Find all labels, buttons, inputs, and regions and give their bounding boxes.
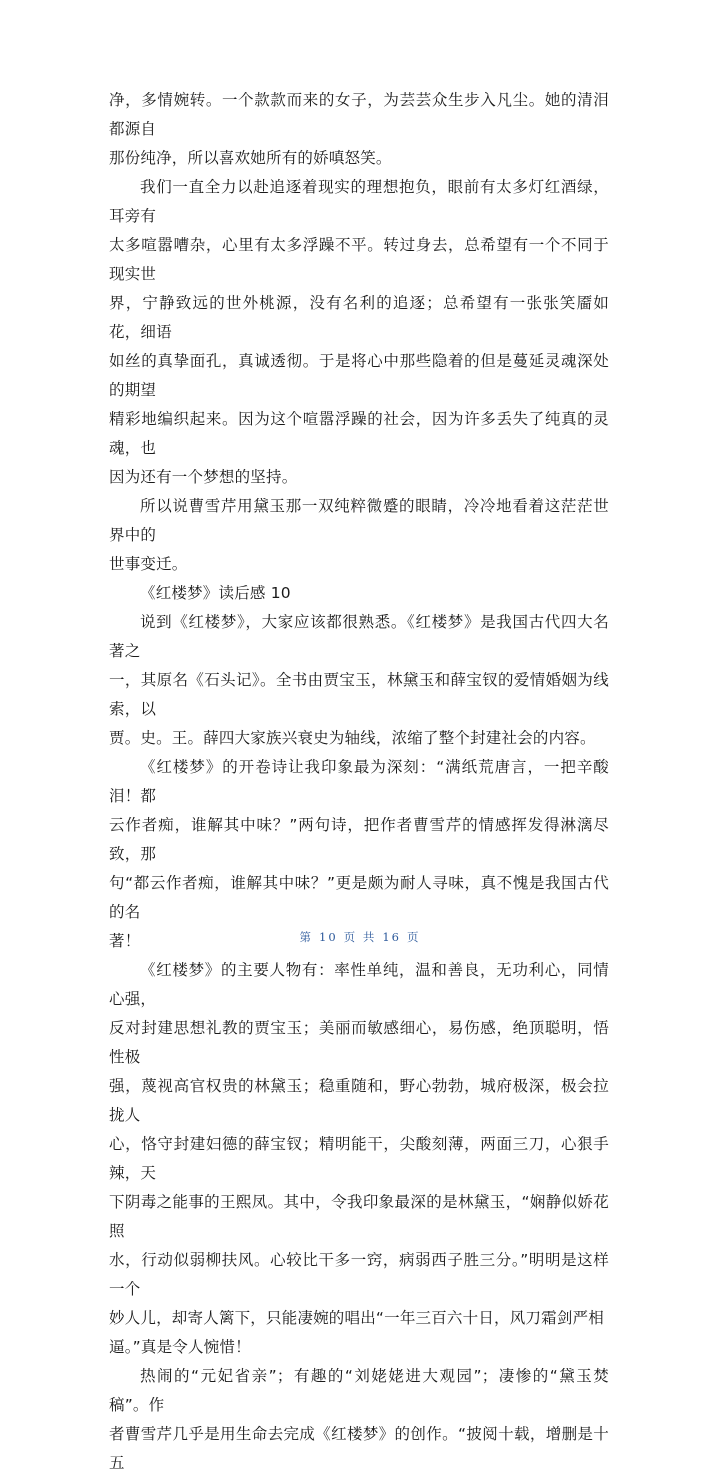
page-footer: [0, 929, 720, 945]
footer-prefix: 第: [299, 930, 314, 944]
footer-suffix: 页: [406, 930, 421, 944]
current-page-number: 10: [319, 930, 338, 944]
paragraph: 说到《红楼梦》，大家应该都很熟悉。《红楼梦》是我国古代四大名著之 一，其原名《石头记》。全书由贾宝玉，林黛玉和薛宝钗的爱情婚姻为线索，以 贾。史。王。薛四大家族兴衰史为轴线，浓缩了整个封建社会的内容。: [109, 613, 609, 747]
paragraph-continuation: 净，多情婉转。一个款款而来的女子，为芸芸众生步入凡尘。她的清泪都源自 那份纯净，所以喜欢她所有的娇嗔怒笑。: [109, 91, 609, 167]
paragraph: 《红楼梦》的开卷诗让我印象最为深刻：“满纸荒唐言，一把辛酸泪！都 云作者痴，谁解其中味？”两句诗，把作者曹雪芹的情感挥发得淋漓尽致，那 句“都云作者痴，谁解其中味？”更是颇为耐人寻味，真不愧是我国古代的名 著！: [109, 758, 609, 950]
paragraph: 热闹的“元妃省亲”；有趣的“刘姥姥进大观园”；凄惨的“黛玉焚稿”。作 者曹雪芹几乎是用生命去完成《红楼梦》的创作。“披阅十载，增删是十五: [109, 1367, 609, 1472]
document-body: [109, 86, 609, 1478]
section-heading: 《红楼梦》读后感 10: [140, 584, 291, 602]
footer-middle: 页 共: [343, 930, 377, 944]
paragraph: 所以说曹雪芹用黛玉那一双纯粹微蹙的眼睛，冷冷地看着这茫茫世界中的 世事变迁。: [109, 497, 609, 573]
total-pages-number: 16: [382, 930, 401, 944]
paragraph: 我们一直全力以赴追逐着现实的理想抱负，眼前有太多灯红酒绿，耳旁有 太多喧嚣嘈杂，心里有太多浮躁不平。转过身去，总希望有一个不同于现实世 界，宁静致远的世外桃源，没有名利的追逐；总希望有一张张笑靥如花，细语 如丝的真挚面孔，真诚透彻。于是将心中那些隐着的但是蔓延灵魂深处的期望 精彩地编织起来。因为这个喧嚣浮躁的社会，因为许多丢失了纯真的灵魂，也 因为还有一个梦想的坚持。: [109, 178, 609, 486]
paragraph: 《红楼梦》的主要人物有：率性单纯，温和善良，无功利心，同情心强， 反对封建思想礼教的贾宝玉；美丽而敏感细心，易伤感，绝顶聪明，悟性极 强，蔑视高官权贵的林黛玉；稳重随和，野心勃勃，城府极深，极会拉拢人 心，恪守封建妇德的薛宝钗；精明能干，尖酸刻薄，两面三刀，心狠手辣，天 下阴毒之能事的王熙凤。其中，令我印象最深的是林黛玉，“娴静似娇花照 水，行动似弱柳扶风。心较比干多一窍，病弱西子胜三分。”明明是这样一个 妙人儿，却寄人篱下，只能凄婉的唱出“一年三百六十日，风刀霜剑严相 逼。”真是令人惋惜！: [109, 961, 609, 1356]
